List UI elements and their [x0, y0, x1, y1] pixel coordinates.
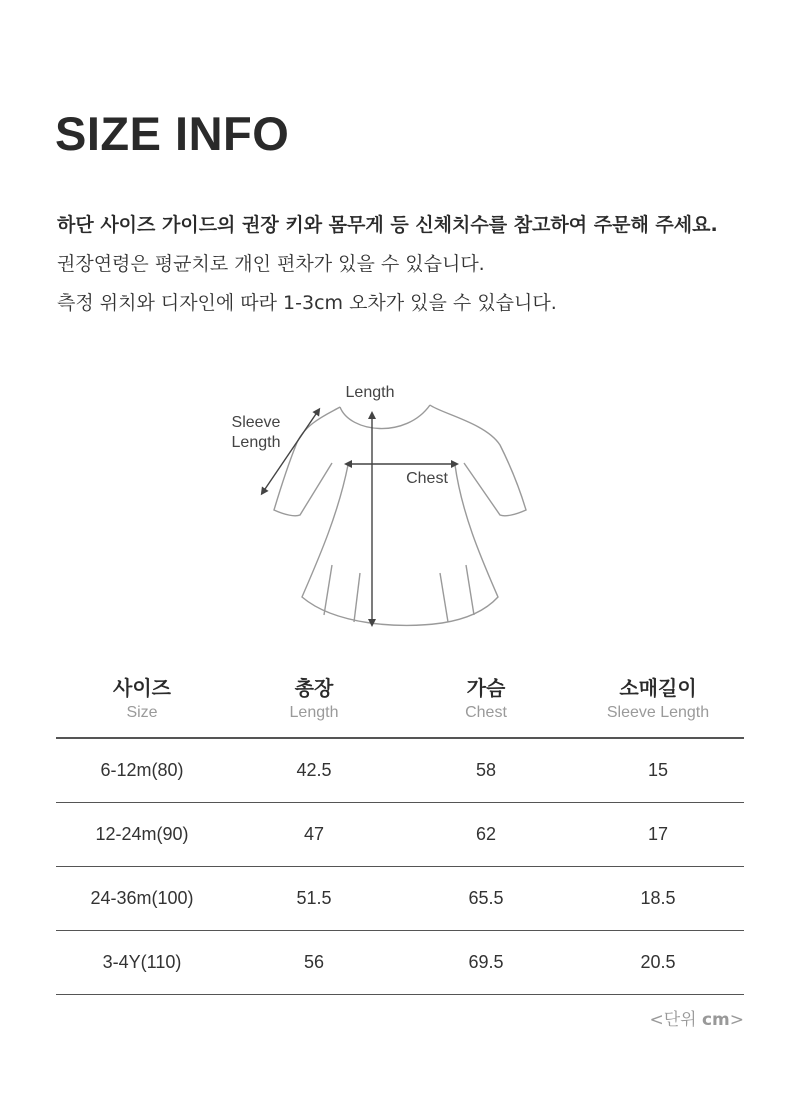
note-lead: 하단 사이즈 가이드의 권장 키와 몸무게 등 신체치수를 참고하여 주문해 주세요. [57, 214, 718, 236]
table-row [56, 803, 744, 867]
header-sleeve-en: Sleeve Length [606, 703, 710, 721]
note-age: 권장연령은 평균치로 개인 편차가 있을 수 있습니다. [57, 253, 485, 275]
cell-chest: 69.5 [400, 931, 572, 995]
header-chest [400, 660, 572, 738]
unit-value: cm [701, 1010, 730, 1030]
table-row [56, 867, 744, 931]
size-table [56, 660, 744, 995]
header-length-ko: 총장 [294, 675, 334, 700]
cell-length: 51.5 [228, 867, 400, 931]
header-size [56, 660, 228, 738]
cell-sleeve: 18.5 [572, 867, 744, 931]
header-size-ko: 사이즈 [113, 675, 171, 700]
cell-size: 12-24m(90) [56, 803, 228, 867]
dress-outline [274, 405, 526, 625]
header-chest-en: Chest [465, 703, 507, 721]
cell-size: 24-36m(100) [56, 867, 228, 931]
cell-length: 56 [228, 931, 400, 995]
note-tolerance: 측정 위치와 디자인에 따라 1-3cm 오차가 있을 수 있습니다. [57, 292, 557, 314]
header-size-en: Size [126, 703, 158, 721]
unit-close: > [729, 1010, 744, 1030]
sleeve-label-line1: Sleeve [231, 414, 281, 431]
sleeve-label-line2: Length [231, 434, 281, 451]
garment-diagram [200, 365, 600, 640]
cell-sleeve: 15 [572, 738, 744, 803]
unit-label: 단위 [663, 1010, 702, 1030]
cell-chest: 62 [400, 803, 572, 867]
table-row [56, 738, 744, 803]
size-notes [57, 206, 777, 323]
cell-size: 6-12m(80) [56, 738, 228, 803]
cell-size: 3-4Y(110) [56, 931, 228, 995]
length-label: Length [345, 384, 395, 401]
cell-length: 47 [228, 803, 400, 867]
header-length [228, 660, 400, 738]
cell-sleeve: 17 [572, 803, 744, 867]
cell-chest: 65.5 [400, 867, 572, 931]
cell-chest: 58 [400, 738, 572, 803]
unit-open: < [649, 1010, 664, 1030]
cell-length: 42.5 [228, 738, 400, 803]
header-sleeve [572, 660, 744, 738]
page-title: SIZE INFO [55, 107, 290, 160]
unit-note [649, 1005, 744, 1030]
cell-sleeve: 20.5 [572, 931, 744, 995]
table-header-row [56, 660, 744, 738]
measure-arrows [263, 411, 455, 623]
dress-illustration [200, 365, 600, 640]
header-chest-ko: 가슴 [466, 675, 506, 700]
chest-label: Chest [406, 470, 448, 487]
table-row [56, 931, 744, 995]
header-length-en: Length [289, 703, 339, 721]
header-sleeve-ko: 소매길이 [619, 675, 697, 700]
